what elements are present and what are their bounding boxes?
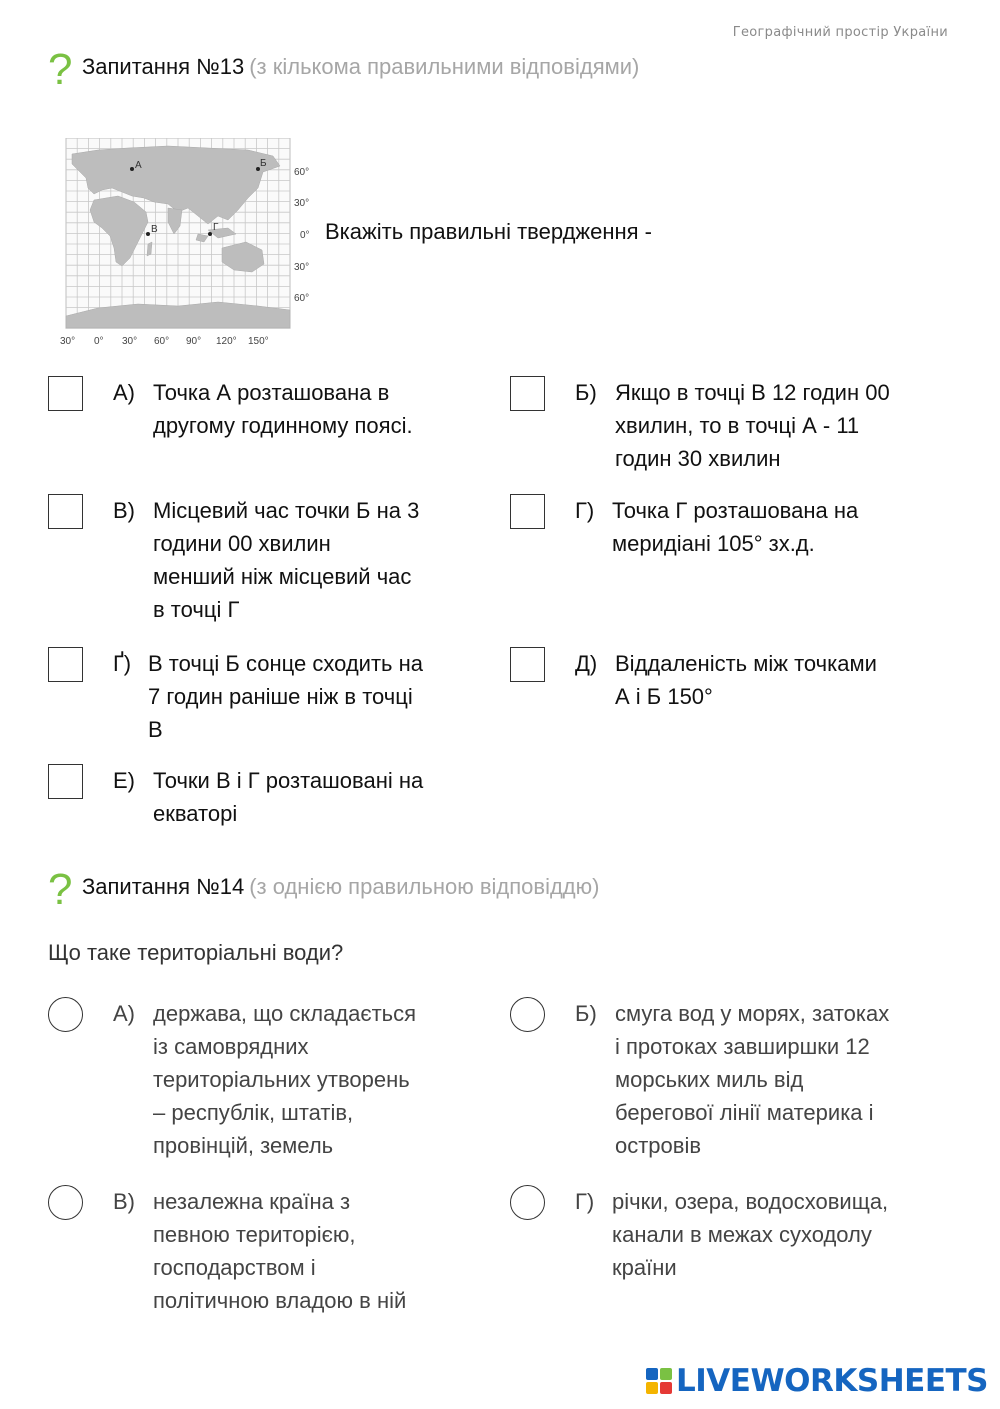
option-text: держава, що складається із самоврядних територіальних утворень – республік, штатів, провінцій, земель [153,1001,417,1158]
option-text: річки, озера, водосховища, канали в межах суходолу країни [612,1189,889,1280]
lat-label: 30° [294,262,310,273]
brand-name: LIVEWORKSHEETS [676,1363,988,1399]
question-14-hint: (з однією правильною відповіддю) [249,874,600,899]
checkbox[interactable] [48,376,83,411]
question-13-number: Запитання №13 [82,54,245,79]
question-13-prompt: Вкажіть правильні твердження - [325,219,653,244]
option-text: Віддаленість між точками А і Б 150° [615,651,877,709]
question-14-prompt: Що таке територіальні води? [48,940,344,965]
question-13-hint: (з кількома правильними відповідями) [249,54,640,79]
checkbox[interactable] [510,494,545,529]
checkbox[interactable] [510,647,545,682]
lon-label: 120° [216,336,237,347]
lon-label: 30° [122,336,138,347]
map-point-g: Г [213,222,219,233]
option-letter: Д) [575,651,598,676]
lat-label: 30° [294,198,310,209]
lon-label: 60° [154,336,170,347]
checkbox[interactable] [48,647,83,682]
lat-label: 60° [294,167,310,178]
checkbox[interactable] [48,764,83,799]
brand-icon [646,1368,672,1394]
option-letter: Г) [575,498,595,523]
question-13-title [48,45,640,94]
option-letter: Б) [575,1001,597,1026]
option-text: В точці Б сонце сходить на 7 годин раніше ніж в точці В [148,651,423,742]
option-letter: Г) [575,1189,595,1214]
option-text: Точка А розташована в другому годинному поясі. [153,380,413,438]
checkbox[interactable] [48,494,83,529]
option-letter: В) [113,1189,135,1214]
option-text: смуга вод у морях, затоках і протоках завширшки 12 морських миль від берегової лінії материка і островів [615,1001,890,1158]
radio-button[interactable] [510,997,545,1032]
lon-label: 0° [94,336,104,347]
option-text: незалежна країна з певною територією, господарством і політичною владою в ній [153,1189,407,1313]
lat-label: 60° [294,293,310,304]
radio-button[interactable] [48,997,83,1032]
radio-button[interactable] [48,1185,83,1220]
option-letter: А) [113,380,135,405]
question-mark-icon: ? [48,45,73,94]
question-14-title [48,865,600,914]
option-letter: Ґ) [113,651,132,676]
lon-label: 150° [248,336,269,347]
question-14-number: Запитання №14 [82,874,245,899]
question-mark-icon: ? [48,865,73,914]
option-text: Точки В і Г розташовані на екваторі [153,768,424,826]
worksheet-topic: Географічний простір України [732,25,948,40]
radio-button[interactable] [510,1185,545,1220]
option-text: Місцевий час точки Б на 3 години 00 хвилин менший ніж місцевий час в точці Г [153,498,420,622]
lon-label: 30° [60,336,76,347]
option-text: Якщо в точці В 12 годин 00 хвилин, то в точці А - 11 годин 30 хвилин [615,380,890,471]
world-map [58,138,318,350]
map-point-b: Б [260,158,267,169]
option-letter: Б) [575,380,597,405]
map-point-v: В [151,224,158,235]
lat-label: 0° [300,230,310,241]
option-letter: В) [113,498,135,523]
liveworksheets-logo [646,1363,988,1399]
option-letter: А) [113,1001,135,1026]
checkbox[interactable] [510,376,545,411]
option-letter: Е) [113,768,135,793]
map-point-a: А [135,160,142,171]
option-text: Точка Г розташована на меридіані 105° зх.д. [612,498,859,556]
lon-label: 90° [186,336,202,347]
